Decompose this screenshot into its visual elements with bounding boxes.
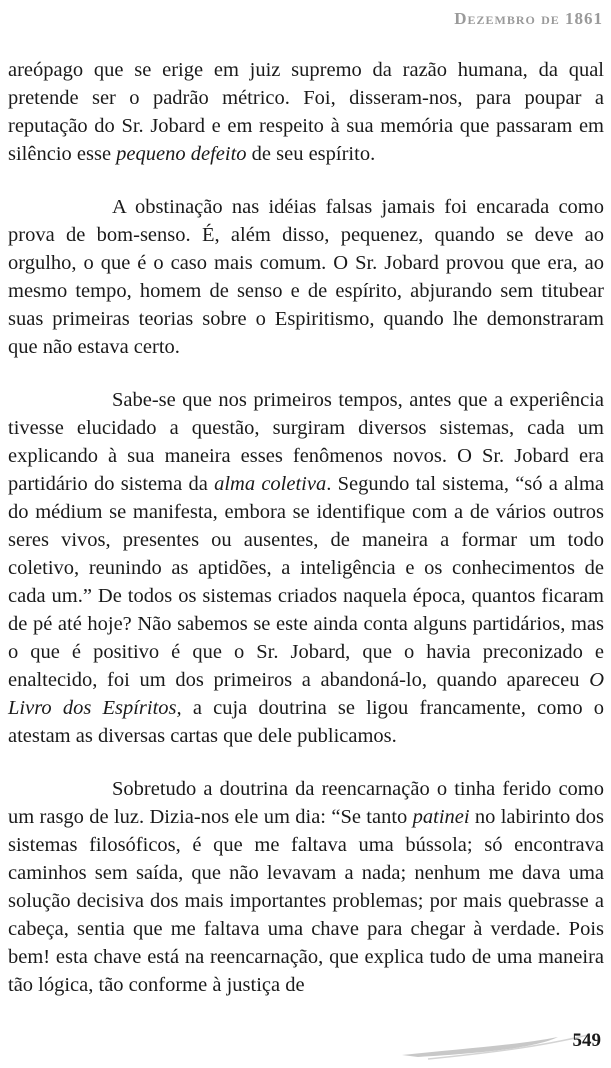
text-run: . Segundo tal sistema, “só a alma do médium se manifesta, embora se identifique com a de vários outros seres vivos, presentes ou ausentes, de maneira a formar um todo coletivo, reunindo as aptidões, a inteligência e os conhecimentos de cada um.” De todos os sistemas criados naquela época, quantos ficaram de pé até hoje? Não sabemos se este ainda conta alguns partidários, mas o que é positivo é que o Sr. Jobard, que o havia preconizado e enaltecido, foi um dos primeiros a abandoná-lo, quando apareceu: [8, 473, 604, 691]
page-body: [8, 56, 604, 999]
paragraph-2: [8, 193, 604, 361]
page-number: 549: [572, 1030, 601, 1051]
text-run: areópago que se erige em juiz supremo da razão humana, da qual pretende ser o padrão métrico. Foi, disseram-nos, para poupar a reputação do Sr. Jobard e em respeito à sua memória que passaram em silêncio esse: [8, 59, 604, 165]
italic-text-run: pequeno defeito: [116, 143, 247, 165]
text-run: A obstinação nas idéias falsas jamais foi encarada como prova de bom-senso. É, além disso, pequenez, quando se deve ao orgulho, o que é o caso mais comum. O Sr. Jobard provou que era, ao mesmo tempo, homem de senso e de espírito, abjurando sem titubear suas primeiras teorias sobre o Espiritismo, quando lhe demonstraram que não estava certo.: [8, 196, 604, 358]
text-run: Sabe-se que nos primeiros tempos, antes que a experiência tivesse elucidado a questão, surgiram diversos sistemas, cada um explicando à sua maneira esses fenômenos novos. O Sr. Jobard era partidário do sistema da: [8, 389, 604, 495]
text-run: no labirinto dos sistemas filosóficos, é que me faltava uma bússola; só encontrava caminhos sem saída, que não levavam a nada; nenhum me dava uma solução decisiva dos mais importantes problemas; por mais quebrasse a cabeça, sentia que me faltava uma chave para chegar à verdade. Pois bem! esta chave está na reencarnação, que explica tudo de uma maneira tão lógica, tão conforme à justiça de: [8, 806, 605, 996]
text-run: de seu espírito.: [246, 143, 376, 165]
text-run: Sobretudo a doutrina da reencarnação o tinha ferido como um rasgo de luz. Dizia-nos ele um dia: “Se tanto: [8, 778, 604, 828]
italic-text-run: O Livro dos Espíritos,: [8, 669, 604, 719]
paragraph-4: [8, 775, 604, 999]
running-header: Dezembro de 1861: [454, 9, 603, 28]
paragraph-1: [8, 56, 604, 168]
italic-text-run: patinei: [412, 806, 470, 828]
text-run: a cuja doutrina se ligou francamente, como o atestam as diversas cartas que dele publicamos.: [8, 697, 604, 747]
italic-text-run: alma coletiva: [214, 473, 327, 495]
paragraph-3: [8, 386, 604, 750]
